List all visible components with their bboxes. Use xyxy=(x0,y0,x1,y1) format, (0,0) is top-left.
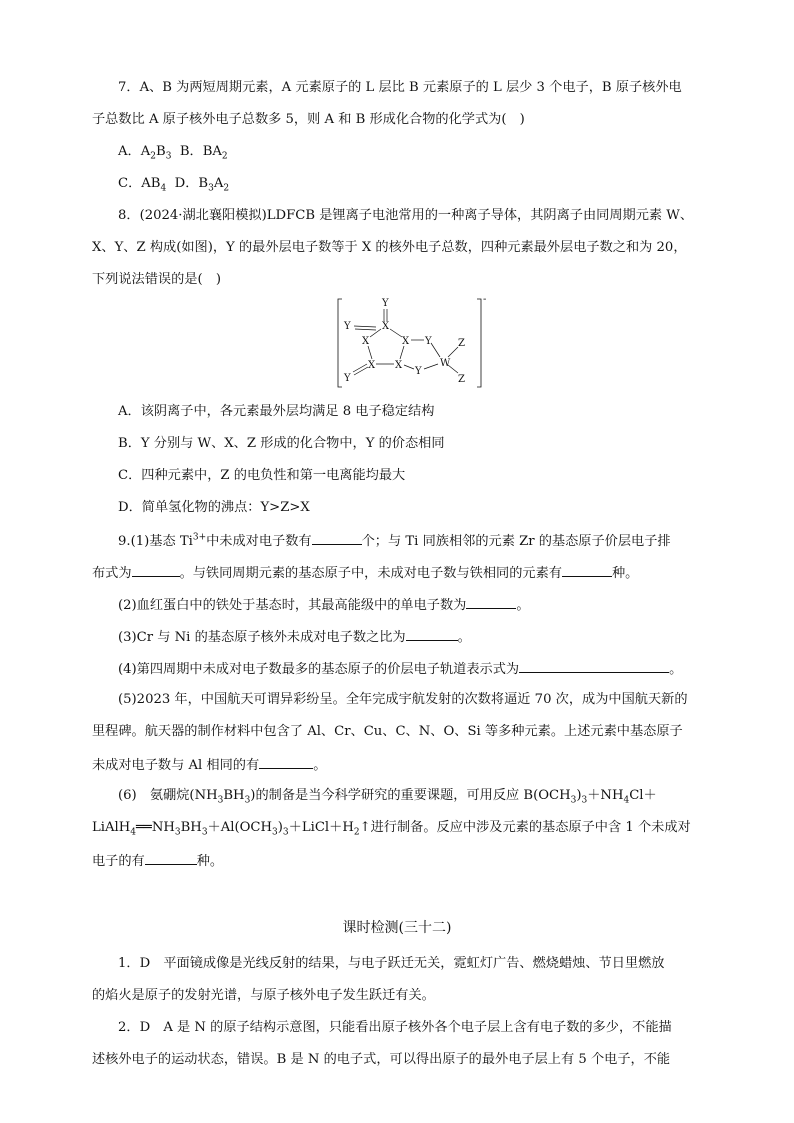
anion-structure-diagram xyxy=(332,291,492,391)
atom-y-top: Y xyxy=(382,298,389,309)
q8-option-a: A．该阴离子中，各元素最外层均满足 8 电子稳定结构 xyxy=(118,404,435,419)
q7-line-1: 7．A、B 为两短周期元素，A 元素原子的 L 层比 B 元素原子的 L 层少 3 个电子，B 原子核外电 xyxy=(118,80,682,95)
section-heading: 课时检测(三十二) xyxy=(342,920,452,936)
atom-z-top: Z xyxy=(458,338,465,349)
answer-blank[interactable] xyxy=(132,564,180,577)
q7-options-cd: C．$AB_4$ D．$B_3A_2$ xyxy=(118,176,230,194)
answer-1-line2: 的焰火是原子的发射光谱，与原子核外电子发生跃迁有关。 xyxy=(92,988,435,1003)
q7-options-ab: A．$A_2B_3$ B．$BA_2$ xyxy=(118,144,228,162)
atom-y-bottom: Y xyxy=(415,366,422,377)
answer-blank[interactable] xyxy=(145,852,197,865)
q9-part5-line1: (5)2023 年，中国航天可谓异彩纷呈。全年完成宇航发射的次数将逼近 70 次，成为中国航天新的 xyxy=(118,692,688,707)
atom-y-left: Y xyxy=(344,321,351,332)
q9-part3: (3)Cr 与 Ni 的基态原子核外未成对电子数之比为 。 xyxy=(118,630,471,645)
answer-blank[interactable] xyxy=(259,756,313,769)
answer-2-line1: 2．D A 是 N 的原子结构示意图，只能看出原子核外各个电子层上含有电子数的多少，不能描 xyxy=(118,1020,672,1035)
atom-y-bottom-left: Y xyxy=(344,373,351,384)
answer-blank[interactable] xyxy=(519,660,669,673)
q8-option-b: B．Y 分别与 W、X、Z 形成的化合物中，Y 的价态相同 xyxy=(118,436,445,451)
q8-option-c: C．四种元素中，Z 的电负性和第一电离能均最大 xyxy=(118,468,406,483)
q8-option-d: D．简单氢化物的沸点：Y>Z>X xyxy=(118,500,310,515)
answer-blank[interactable] xyxy=(312,532,362,545)
answer-blank[interactable] xyxy=(466,596,516,609)
q8-line-3: 下列说法错误的是( ) xyxy=(92,272,221,287)
atom-x-top: X xyxy=(382,321,390,332)
answer-2-line2: 述核外电子的运动状态，错误。B 是 N 的电子式，可以得出原子的最外电子层上有 5 个电子，不能 xyxy=(92,1052,671,1067)
q9-part1-line2: 布式为 。与铁同周期元素的基态原子中，未成对电子数与铁相同的元素有 种。 xyxy=(92,566,639,581)
atom-y-right-upper: Y xyxy=(425,336,432,347)
q9-part5-line2: 里程碑。航天器的制作材料中包含了 Al、Cr、Cu、C、N、O、Si 等多种元素。上述元素中基态原子 xyxy=(92,724,683,739)
q9-part6-line3: 电子的有 种。 xyxy=(92,854,224,869)
answer-blank[interactable] xyxy=(406,628,458,641)
q8-line-1: 8．(2024·湖北襄阳模拟)LDFCB 是锂离子电池常用的一种离子导体，其阴离子由同周期元素 W、 xyxy=(118,208,694,223)
q9-part6-line2: $LiAlH_4══NH_3BH_3+Al(OCH_3)_3+LiCl+H_2↑$进行制备。反应中涉及元素的基态原子中含 1 个未成对 xyxy=(92,820,691,838)
atom-w: W xyxy=(440,358,451,369)
atom-x-bottom-right: X xyxy=(395,360,403,371)
atom-x-bottom-left: X xyxy=(368,360,376,371)
atom-z-bottom: Z xyxy=(458,374,465,385)
atom-x-right: X xyxy=(402,336,410,347)
answer-1-line1: 1．D 平面镜成像是光线反射的结果，与电子跃迁无关，霓虹灯广告、燃烧蜡烛、节日里燃放 xyxy=(118,956,665,971)
q8-line-2: X、Y、Z 构成(如图)，Y 的最外层电子数等于 X 的核外电子总数，四种元素最外层电子数之和为 20， xyxy=(92,240,687,255)
q9-part5-line3: 未成对电子数与 Al 相同的有 。 xyxy=(92,758,327,773)
answer-blank[interactable] xyxy=(562,564,612,577)
q7-line-2: 子总数比 A 原子核外电子总数多 5，则 A 和 B 形成化合物的化学式为( ) xyxy=(92,112,525,127)
q9-part1-line1: 9.(1)基态 $Ti^{3+}$中未成对电子数有 个；与 Ti 同族相邻的元素 Zr 的基态原子价层电子排 xyxy=(118,532,671,549)
q9-part6-line1: (6) 氨硼烷$(NH_3BH_3)$的制备是当今科学研究的重要课题，可用反应 $B(OCH_3)_3+NH_4Cl+$ xyxy=(118,788,657,806)
q9-part2: (2)血红蛋白中的铁处于基态时，其最高能级中的单电子数为 。 xyxy=(118,598,530,613)
atom-x-left: X xyxy=(362,336,370,347)
charge-sign: - xyxy=(483,294,487,305)
q9-part4: (4)第四周期中未成对电子数最多的基态原子的价层电子轨道表示式为 。 xyxy=(118,662,683,677)
